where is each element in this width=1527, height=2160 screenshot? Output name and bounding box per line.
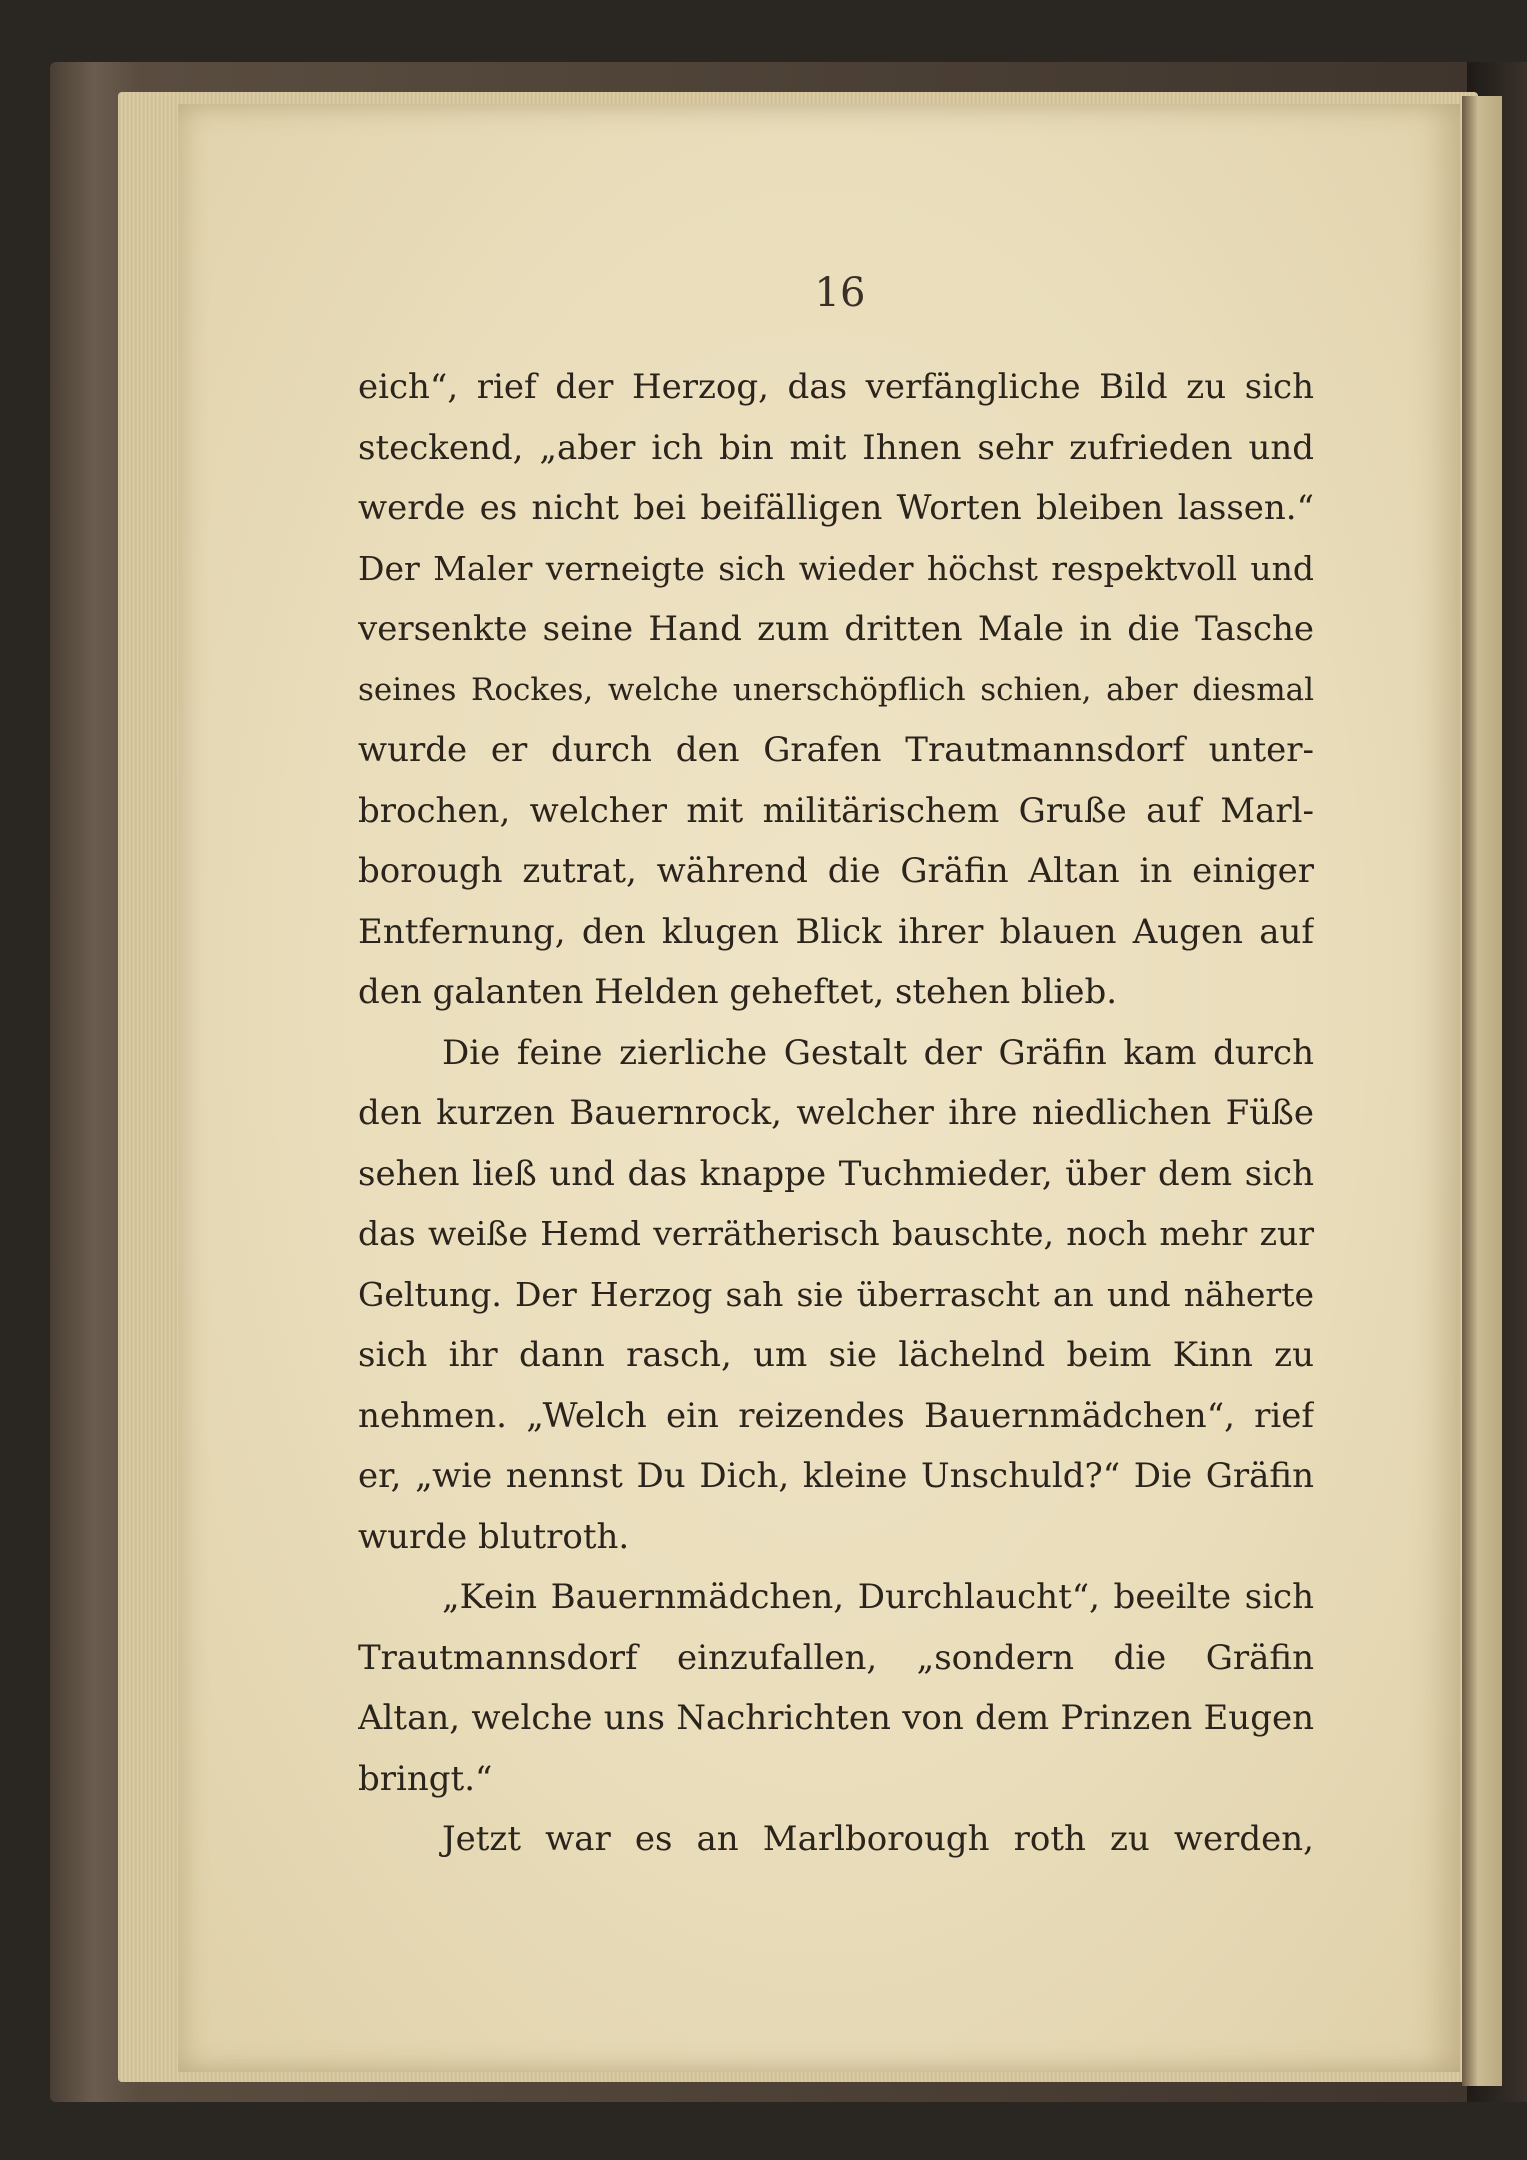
page-number: 16 xyxy=(814,270,866,316)
text-line: Geltung. Der Herzog sah sie überrascht an und näherte xyxy=(358,1274,1314,1314)
text-line: nehmen. „Welch ein reizendes Bauernmädchen“, rief xyxy=(358,1395,1314,1436)
text-line: Entfernung, den klugen Blick ihrer blauen Augen auf xyxy=(358,911,1314,952)
text-line: versenkte seine Hand zum dritten Male in die Tasche xyxy=(358,609,1314,649)
text-line: bringt.“ xyxy=(358,1758,493,1799)
text-line: den kurzen Bauernrock, welcher ihre niedlichen Füße xyxy=(358,1093,1314,1133)
text-line: eich“, rief der Herzog, das verfängliche Bild zu sich xyxy=(358,367,1314,407)
text-line: seines Rockes, welche unerschöpflich schien, aber diesmal xyxy=(358,671,1314,708)
text-line: „Kein Bauernmädchen, Durchlaucht“, beeilte sich xyxy=(442,1577,1314,1617)
text-line: Trautmannsdorf einzufallen, „sondern die Gräfin xyxy=(358,1637,1314,1678)
text-line: steckend, „aber ich bin mit Ihnen sehr zufrieden und xyxy=(358,427,1314,468)
text-line: Jetzt war es an Marlborough roth zu werden, xyxy=(442,1819,1314,1859)
text-line: wurde er durch den Grafen Trautmannsdorf unter- xyxy=(358,730,1314,770)
text-line: borough zutrat, während die Gräfin Altan in einiger xyxy=(358,851,1314,891)
text-line: wurde blutroth. xyxy=(358,1516,630,1557)
body-text xyxy=(358,357,1314,1870)
text-line: er, „wie nennst Du Dich, kleine Unschuld?“ Die Gräfin xyxy=(358,1456,1314,1496)
text-line: Die feine zierliche Gestalt der Gräfin kam durch xyxy=(442,1032,1314,1073)
text-line: Der Maler verneigte sich wieder höchst respektvoll und xyxy=(358,548,1314,588)
text-line: sich ihr dann rasch, um sie lächelnd beim Kinn zu xyxy=(358,1335,1314,1375)
text-line: den galanten Helden geheftet, stehen blieb. xyxy=(358,972,1118,1012)
text-line: Altan, welche uns Nachrichten von dem Prinzen Eugen xyxy=(358,1698,1314,1738)
text-line: sehen ließ und das knappe Tuchmieder, über dem sich xyxy=(358,1153,1314,1194)
text-line: brochen, welcher mit militärischem Gruße auf Marl- xyxy=(358,790,1314,831)
book-gutter xyxy=(1462,96,1502,2086)
text-line: das weiße Hemd verrätherisch bauschte, noch mehr zur xyxy=(358,1214,1314,1253)
text-line: werde es nicht bei beifälligen Worten bleiben lassen.“ xyxy=(358,488,1314,528)
